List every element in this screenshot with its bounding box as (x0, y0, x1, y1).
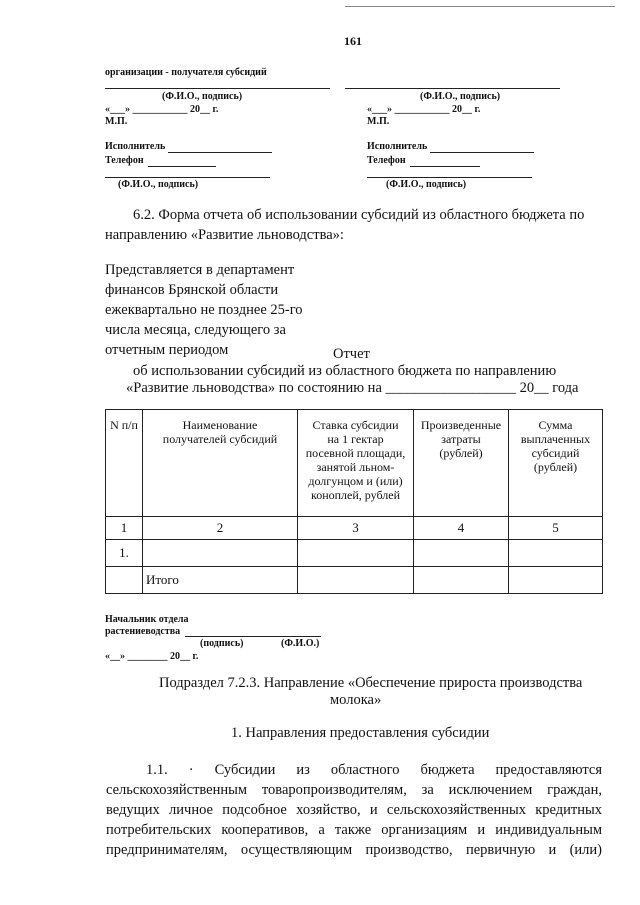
table-row-total (106, 567, 603, 594)
fio-line-right2 (367, 177, 532, 178)
header-costs (414, 410, 509, 517)
footer-date: «__» ________ 20__ г. (105, 651, 199, 662)
report-title-word: Отчет (333, 346, 370, 362)
report-title-line2: «Развитие льноводства» по состоянию на __________________ 20__ года (126, 380, 579, 396)
table-cell (414, 567, 509, 594)
header-paid-l3: субсидий (531, 446, 580, 460)
report-title-line1: об использовании субсидий из областного бюджета по направлению (133, 363, 557, 379)
table-cell (106, 567, 143, 594)
col-number: 5 (509, 517, 603, 540)
para-line-4: потребительских кооперативов, а также организациям и индивидуальным (106, 822, 602, 838)
col-number: 1 (106, 517, 143, 540)
header-paid-l2: выплаченных (520, 432, 591, 446)
body-paragraph (106, 760, 602, 860)
date-right: «___» ___________ 20__ г. (367, 104, 481, 115)
table-cell (143, 540, 298, 567)
phone-line-left (148, 166, 216, 167)
submission-note-5: отчетным периодом (105, 342, 229, 358)
fio-sign-left2: (Ф.И.О., подпись) (118, 179, 199, 190)
footer-sign-label: (подпись) (200, 638, 244, 649)
para-line-3: ведущих личное подсобное хозяйство, и сельскохозяйственных кредитных (106, 802, 602, 818)
org-label: организации - получателя субсидий (105, 67, 267, 78)
header-recipients (143, 410, 298, 517)
table-cell: 1. (106, 540, 143, 567)
table-cell (509, 540, 603, 567)
sign-line-right (345, 88, 560, 89)
executor-right: Исполнитель (367, 141, 428, 152)
table-number-row (106, 517, 603, 540)
footer-sign-line2: растениеводства (105, 626, 181, 637)
header-costs-l1: Произведенные (420, 418, 502, 432)
header-paid (509, 410, 603, 517)
executor-line-right (430, 152, 534, 153)
table-row (106, 540, 603, 567)
header-rate (298, 410, 414, 517)
para-line-1: 1.1. · Субсидии из областного бюджета предоставляются (146, 762, 602, 778)
mp-left: М.П. (105, 116, 128, 127)
header-rate-l6: коноплей, рублей (310, 488, 401, 502)
top-rule (345, 6, 615, 7)
para-line-2: сельскохозяйственным товаропроизводителям, за исключением граждан, (106, 782, 602, 798)
table-cell (298, 567, 414, 594)
table-cell (298, 540, 414, 567)
section-heading-line1: 6.2. Форма отчета об использовании субсидий из областного бюджета по (133, 207, 585, 223)
executor-left: Исполнитель (105, 141, 166, 152)
col-number: 4 (414, 517, 509, 540)
submission-note-2: финансов Брянской области (105, 282, 279, 298)
subsection-heading-line2: молока» (330, 692, 382, 708)
report-table (105, 409, 603, 594)
item-heading: 1. Направления предоставления субсидии (231, 725, 490, 741)
header-recipients-l1: Наименование (182, 418, 258, 432)
phone-line-right (410, 166, 480, 167)
fio-sign-right: (Ф.И.О., подпись) (420, 91, 501, 102)
footer-fio-label: (Ф.И.О.) (281, 638, 320, 649)
header-paid-l1: Сумма (538, 418, 573, 432)
table-header-row (106, 410, 603, 517)
header-paid-l4: (рублей) (533, 460, 578, 474)
col-number: 2 (143, 517, 298, 540)
submission-note-1: Представляется в департамент (105, 262, 295, 278)
para-line-5: предпринимателям, осуществляющим производство, первичную и (или) (106, 842, 602, 858)
header-rate-l4: занятой льном- (316, 460, 395, 474)
header-num (106, 410, 143, 517)
page-number: 161 (344, 34, 362, 48)
header-rate-l3: посевной площади, (305, 446, 406, 460)
phone-left: Телефон (105, 155, 144, 166)
sign-line-left (105, 88, 330, 89)
fio-sign-right2: (Ф.И.О., подпись) (386, 179, 467, 190)
footer-sign-line1: Начальник отдела (105, 614, 189, 625)
submission-note-4: числа месяца, следующего за (105, 322, 286, 338)
section-heading-line2: направлению «Развитие льноводства»: (105, 227, 344, 243)
table-cell (509, 567, 603, 594)
header-rate-l1: Ставка субсидии (312, 418, 399, 432)
col-number: 3 (298, 517, 414, 540)
header-rate-l5: долгунцом и (или) (308, 474, 403, 488)
submission-note-3: ежеквартально не позднее 25-го (105, 302, 303, 318)
header-rate-l2: на 1 гектар (327, 432, 384, 446)
table-cell (414, 540, 509, 567)
header-num-text: N п/п (110, 418, 138, 432)
footer-sign-rule (185, 636, 321, 637)
table-cell-total-label: Итого (143, 567, 298, 594)
fio-line-left2 (105, 177, 270, 178)
mp-right: М.П. (367, 116, 390, 127)
phone-right: Телефон (367, 155, 406, 166)
header-costs-l3: (рублей) (439, 446, 483, 460)
executor-line-left (168, 152, 272, 153)
subsection-heading-line1: Подраздел 7.2.3. Направление «Обеспечение прироста производства (159, 675, 583, 691)
header-costs-l2: затраты (441, 432, 481, 446)
date-left: «___» ___________ 20__ г. (105, 104, 219, 115)
header-recipients-l2: получателей субсидий (162, 432, 278, 446)
fio-sign-left: (Ф.И.О., подпись) (162, 91, 243, 102)
